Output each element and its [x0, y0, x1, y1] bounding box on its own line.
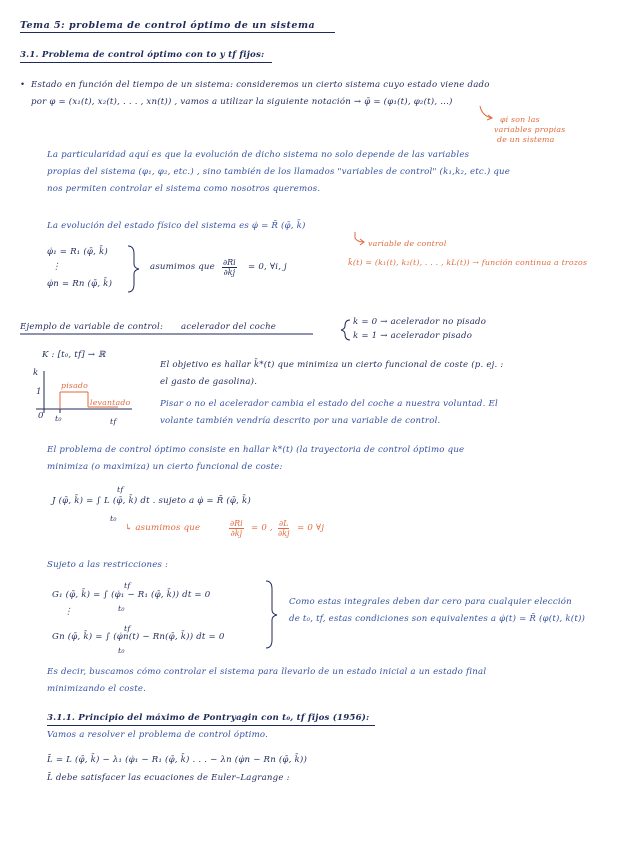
Lbar-equation: L̄ = L (φ̄, k̄) − λ₁ (φ̇₁ − R₁ (φ̄, k̄) . . . − λn (φ̇n − Rn (φ̄, k̄)): [47, 755, 308, 765]
control-var-label: variable de control: [368, 239, 447, 248]
J-assume-rest1: = 0 ,: [251, 523, 273, 533]
graph-1-label: 1: [36, 387, 42, 397]
pisar-line1: Pisar o no el acelerador cambia el estado del coche a nuestra voluntad. El: [160, 399, 498, 409]
section-heading-3-1-1: 3.1.1. Principio del máximo de Pontryagin con t₀, tf fijos (1956):: [47, 713, 375, 726]
assume-rest: = 0, ∀i, j: [248, 262, 287, 272]
p4-line2: minimiza (o maximiza) un cierto funcional de coste:: [47, 462, 283, 472]
p1-line2: por φ = (x₁(t), x₂(t), . . . , xn(t)) , vamos a utilizar la siguiente notación → φ̄ = (φ₁(t), φ₂(t), ...): [31, 97, 453, 107]
graph-k-label: k: [33, 368, 39, 378]
eq-dots: ⋮: [52, 262, 61, 272]
J-upper-limit: tf: [117, 485, 124, 494]
note-vars-3: de un sistema: [497, 135, 555, 144]
example-case-1: k = 0 → acelerador no pisado: [353, 317, 487, 327]
goal-line1: El objetivo es hallar k̄*(t) que minimiza un cierto funcional de coste (p. ej. :: [160, 360, 504, 370]
p6: Vamos a resolver el problema de control óptimo.: [47, 730, 269, 740]
graph-pisado-label: pisado: [61, 381, 89, 390]
section-heading-3-1: 3.1. Problema de control óptimo con to y tf fijos:: [20, 50, 272, 63]
constraints-label: Sujeto a las restricciones :: [47, 560, 169, 570]
eq-phi1: φ̇₁ = R₁ (φ̄, k̄): [47, 247, 108, 257]
G-note-line2: de t₀, tf, estas condiciones son equivalentes a φ̇(t) = R̄ (φ(t), k(t)): [289, 614, 586, 624]
assume-den: ∂kj: [223, 268, 236, 277]
goal-line2: el gasto de gasolina).: [160, 377, 258, 387]
p3-evolution: La evolución del estado físico del sistema es φ̇ = R̄ (φ̄, k̄): [47, 221, 306, 231]
p2-line1: La particularidad aquí es que la evolución de dicho sistema no solo depende de las variables: [47, 150, 470, 160]
Gn-equation: Gn (φ̄, k̄) = ∫ (φ̇n(t) − Rn(φ̄, k̄)) dt = 0: [52, 632, 225, 642]
eq-phin: φ̇n = Rn (φ̄, k̄): [47, 279, 113, 289]
G1-upper-limit: tf: [124, 581, 131, 590]
graph-0-label: 0: [38, 411, 44, 421]
p2-line3: nos permiten controlar el sistema como nosotros queremos.: [47, 184, 321, 194]
J-assume-text: ↳ asumimos que: [125, 523, 201, 533]
assume-text: asumimos que: [150, 262, 215, 272]
Gn-lower-limit: t₀: [118, 646, 125, 655]
example-rest: acelerador del coche: [181, 322, 277, 332]
k-map: K : [t₀, tf] → ℝ: [42, 350, 106, 360]
bullet: •: [20, 80, 26, 90]
pisar-line2: volante también vendría descrito por una variable de control.: [160, 416, 441, 426]
note-vars-1: φi son las: [500, 115, 540, 124]
assume-num: ∂Ri: [223, 258, 236, 267]
graph-levantado-label: levantado: [90, 398, 131, 407]
example-heading: Ejemplo de variable de control:: [20, 322, 164, 332]
graph-tf-label: tf: [110, 417, 117, 426]
p2-line2: propias del sistema (φ₁, φ₂, etc.) , sino también de los llamados "variables de control" (k₁,k₂, etc.) que: [47, 167, 511, 177]
p5-line2: minimizando el coste.: [47, 684, 147, 694]
p4-line1: El problema de control óptimo consiste en hallar k*(t) (la trayectoria de control óptimo que: [47, 445, 465, 455]
note-vars-2: variables propias: [494, 125, 566, 134]
Lbar-note: L̄ debe satisfacer las ecuaciones de Euler–Lagrange :: [47, 773, 290, 783]
Gn-upper-limit: tf: [124, 624, 131, 633]
example-case-2: k = 1 → acelerador pisado: [353, 331, 473, 341]
J-frac2-num: ∂L: [279, 519, 289, 528]
J-frac1-den: ∂kj: [230, 529, 243, 538]
graph-t0-label: t₀: [55, 414, 62, 423]
G1-lower-limit: t₀: [118, 604, 125, 613]
J-lower-limit: t₀: [110, 514, 117, 523]
page-title: Tema 5: problema de control óptimo de un sistema: [20, 20, 335, 33]
G-dots: ⋮: [64, 607, 73, 617]
G-note-line1: Como estas integrales deben dar cero para cualquier elección: [289, 597, 572, 607]
G1-equation: G₁ (φ̄, k̄) = ∫ (φ̇₁ − R₁ (φ̄, k̄)) dt = 0: [52, 590, 211, 600]
p1-line1: Estado en función del tiempo de un sistema: consideremos un cierto sistema cuyo estado viene dado: [31, 80, 490, 90]
J-equation: J (φ̄, k̄) = ∫ L (φ̄, k̄) dt . sujeto a φ̇ = R̄ (φ̄, k̄): [52, 496, 251, 506]
J-frac2-den: ∂kj: [278, 529, 290, 538]
J-frac1-num: ∂Ri: [230, 519, 243, 528]
p5-line1: Es decir, buscamos cómo controlar el sistema para llevarlo de un estado inicial a un estado final: [47, 667, 487, 677]
control-var-def: k̄(t) = (k₁(t), k₂(t), . . . , kL(t)) → función continua a trozos: [348, 258, 588, 267]
J-assume-rest2: = 0 ∀j: [297, 523, 325, 533]
